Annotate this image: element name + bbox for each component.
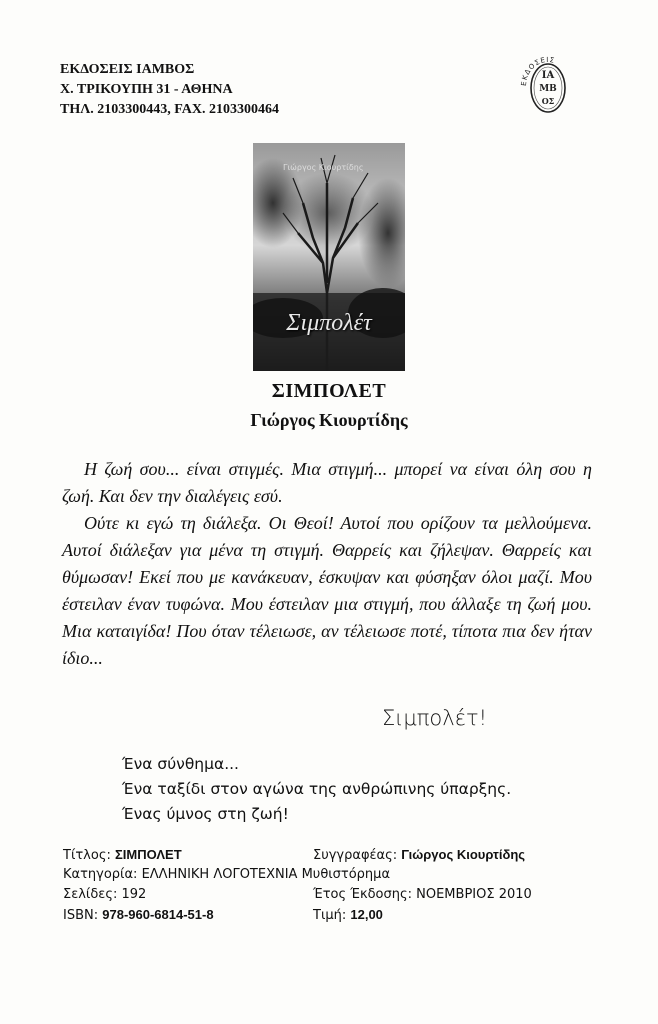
- info-row: [63, 865, 603, 885]
- cover-author-text: Γιώργος Κιουρτίδης: [283, 163, 364, 172]
- logo-arc-text: ΕΚΔΟΣΕΙΣ: [519, 55, 556, 87]
- author-label: Συγγραφέας:: [313, 848, 398, 863]
- blurb-text: [62, 456, 592, 672]
- category-label: Κατηγορία:: [63, 867, 138, 882]
- info-row: [63, 905, 603, 925]
- title-value: ΣΙΜΠΟΛΕΤ: [114, 847, 182, 862]
- pages-value: 192: [121, 887, 147, 902]
- cover-title-text: Σιμπολέτ: [286, 310, 372, 336]
- blurb-paragraph-2: Ούτε κι εγώ τη διάλεξα. Οι Θεοί! Αυτοί που ορίζουν τα μελλούμενα. Αυτοί διάλεξαν για μένα τη στιγμή. Θαρρείς και ζήλεψαν. Θαρρείς και θύμωσαν! Εκεί που με κανάκευαν, έσκυψαν και φύσηξαν όλοι μαζί. Μου έστειλαν έναν τυφώνα. Μου έστειλαν μια στιγμή, που άλλαξε τη ζωή μου. Μια καταιγίδα! Που όταν τέλειωσε, αν τέλειωσε ποτέ, τίποτα πια δεν ήταν ίδιο...: [62, 513, 592, 668]
- info-row: [63, 845, 603, 865]
- isbn-label: ISBN:: [63, 908, 99, 923]
- publisher-phone: ΤΗΛ. 2103300443, FAX. 2103300464: [60, 102, 279, 117]
- motto-lines: [122, 752, 511, 827]
- motto-line: Ένας ύμνος στη ζωή!: [122, 805, 289, 823]
- publisher-info: [60, 60, 279, 120]
- year-label: Έτος Έκδοσης:: [313, 887, 412, 902]
- motto-line: Ένα σύνθημα...: [122, 755, 239, 773]
- publisher-address: Χ. ΤΡΙΚΟΥΠΗ 31 - ΑΘΗΝΑ: [60, 82, 233, 97]
- logo-letters-3: ΟΣ: [541, 96, 555, 106]
- logo-letters-1: ΙΑ: [541, 70, 555, 81]
- book-title: ΣΙΜΠΟΛΕΤ: [271, 380, 387, 402]
- category-value: ΕΛΛΗΝΙΚΗ ΛΟΓΟΤΕΧΝΙΑ Μυθιστόρημα: [141, 867, 391, 882]
- author-value: Γιώργος Κιουρτίδης: [401, 847, 526, 862]
- blurb-paragraph-1: Η ζωή σου... είναι στιγμές. Μια στιγμή... μπορεί να είναι όλη σου η ζωή. Και δεν την διαλέγεις εσύ.: [62, 459, 592, 506]
- info-row: [63, 885, 603, 905]
- publisher-logo: [516, 46, 580, 118]
- logo-letters-2: ΜΒ: [539, 84, 557, 94]
- price-label: Τιμή:: [313, 908, 347, 923]
- publisher-name: ΕΚΔΟΣΕΙΣ ΙΑΜΒΟΣ: [60, 62, 195, 77]
- motto-line: Ένα ταξίδι στον αγώνα της ανθρώπινης ύπαρξης.: [122, 780, 512, 798]
- price-value: 12,00: [350, 907, 383, 922]
- year-value: ΝΟΕΜΒΡΙΟΣ 2010: [416, 887, 532, 902]
- title-label: Τίτλος:: [63, 848, 111, 863]
- signature-line: Σιμπολέτ!: [382, 706, 488, 730]
- book-cover-image: [253, 143, 405, 371]
- book-author: Γιώργος Κιουρτίδης: [250, 410, 408, 430]
- book-info-table: [63, 845, 603, 925]
- isbn-value: 978-960-6814-51-8: [102, 907, 214, 922]
- pages-label: Σελίδες:: [63, 887, 118, 902]
